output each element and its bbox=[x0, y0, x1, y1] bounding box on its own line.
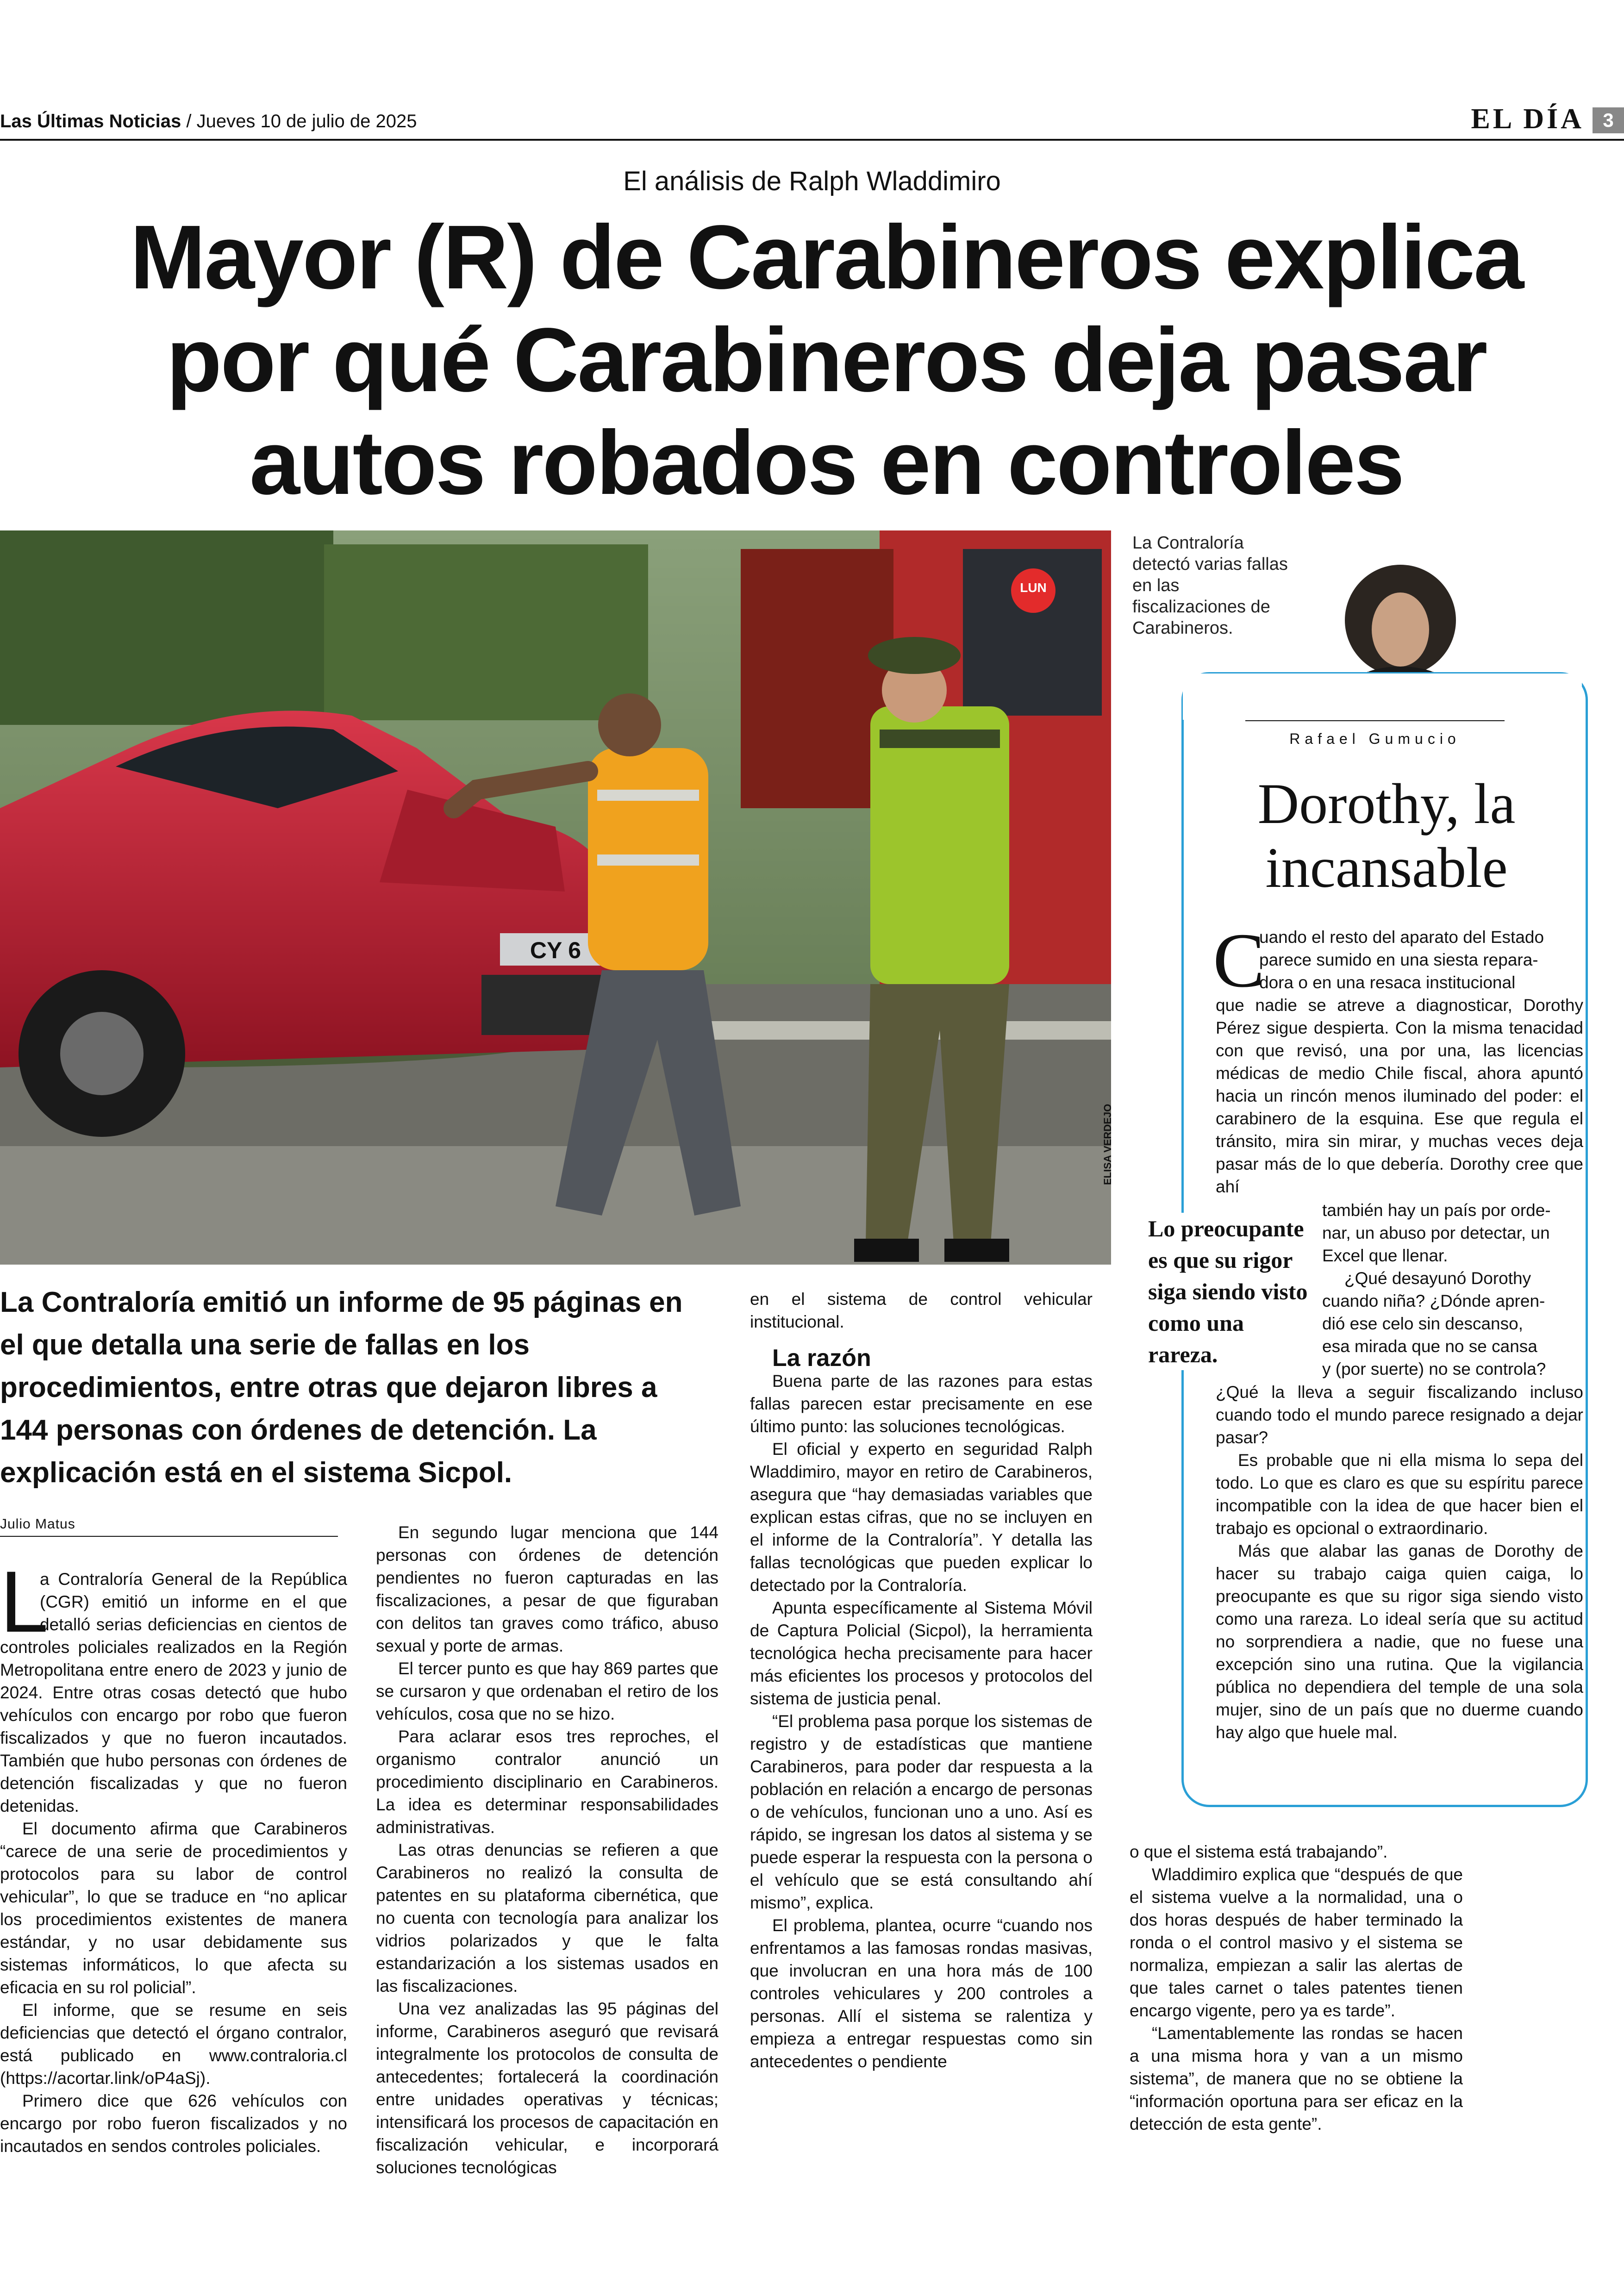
subhead: La razón bbox=[772, 1345, 871, 1372]
article-paragraph: en el sistema de control vehicular institucional. bbox=[750, 1290, 1093, 1331]
column-author: Rafael Gumucio bbox=[1289, 730, 1461, 747]
column-line: dió ese celo sin descanso, bbox=[1322, 1314, 1523, 1333]
article-paragraph: “Lamentablemente las rondas se hacen a una misma hora y van a un mismo sistema”, de manera que no se obtiene la “información oportuna para ser eficaz en la detección de esta gente”. bbox=[1130, 2024, 1463, 2133]
article-paragraph: El problema, plantea, ocurre “cuando nos enfrentamos a las famosas rondas masivas, que involucran en una hora más de 100 controles vehiculares y 200 controles a personas. Allí el sistema se ralentiza y empieza a entregar respuestas como sin antecedentes o pendiente bbox=[750, 1916, 1093, 2071]
article-paragraph: Una vez analizadas las 95 páginas del informe, Carabineros aseguró que revisará integralmente los protocolos de consulta de antecedentes; fortalecerá la coordinación entre unidades operativas y técnicas; intensificará los procesos de capacitación en fiscalización vehicular, e incorporará soluciones tecnológicas bbox=[376, 1999, 718, 2177]
column-lead-lines bbox=[1259, 926, 1583, 994]
article-paragraph: Las otras denuncias se refieren a que Carabineros no realizó la consulta de patentes en su plataforma cibernética, que no cuenta con tecnología para analizar los vidrios polarizados y que le falta estandarización a los sistemas usados en las fiscalizaciones. bbox=[376, 1840, 718, 1996]
column-line: cuando niña? ¿Dónde apren- bbox=[1322, 1291, 1545, 1310]
article-column-1 bbox=[0, 1568, 347, 2158]
article-paragraph: a Contraloría General de la República (CGR) emitió un informe en el que detalló serias deficiencias en cientos de controles policiales realizados en la Región Metropolitana entre enero de 2023 y junio de 2024. Entre otras cosas detectó que hubo vehículos con encargo por robo que fueron fiscalizados y que no fueron incautados. También que hubo personas con órdenes de detención fiscalizadas y que no fueron detenidas. bbox=[0, 1570, 347, 1815]
photo-caption: La Contraloría detectó varias fallas en las fiscalizaciones de Carabineros. bbox=[1132, 533, 1288, 638]
article-paragraph: o que el sistema está trabajando”. bbox=[1130, 1842, 1388, 1861]
news-photo bbox=[0, 530, 1111, 1265]
article-paragraph: Wladdimiro explica que “después de que el sistema vuelve a la normalidad, una o dos horas después de haber terminado la ronda o el control masivo y el sistema se normaliza, empiezan a salir las alertas de que tales carnet o tales patentes tienen encargo vigente, pero ya es tarde”. bbox=[1130, 1865, 1463, 2020]
column-paragraph bbox=[1216, 994, 1583, 1198]
column-wrapped-lines bbox=[1322, 1199, 1583, 1380]
column-line: uando el resto del aparato del Estado bbox=[1259, 928, 1544, 947]
column-line: y (por suerte) no se controla? bbox=[1322, 1360, 1546, 1378]
column-line: ¿Qué desayunó Dorothy bbox=[1344, 1269, 1531, 1288]
column-line: Excel que llenar. bbox=[1322, 1246, 1448, 1265]
photo-credit: ELISA VERDEJO bbox=[1102, 1104, 1113, 1185]
issue-date: / Jueves 10 de julio de 2025 bbox=[181, 111, 417, 131]
lun-badge: LUN bbox=[1020, 580, 1047, 595]
column-line: también hay un país por orde- bbox=[1322, 1201, 1551, 1220]
byline: Julio Matus bbox=[0, 1516, 75, 1532]
newspaper-name: Las Últimas Noticias bbox=[0, 111, 181, 131]
article-paragraph: Primero dice que 626 vehículos con encargo por robo fueron fiscalizados y no incautados en sendos controles policiales. bbox=[0, 2091, 347, 2156]
byline-rule bbox=[0, 1536, 338, 1537]
article-column-4 bbox=[1130, 1840, 1463, 2135]
column-line: dora o en una resaca institucional bbox=[1259, 973, 1516, 992]
column-title: Dorothy, la incansable bbox=[1257, 772, 1516, 899]
masthead-line bbox=[0, 111, 417, 132]
article-paragraph: El oficial y experto en seguridad Ralph Wladdimiro, mayor en retiro de Carabineros, asegura que “hay demasiadas variables que explican estas cifras, que no se incluyen en el informe de la Contraloría”. Y detalla las fallas tecnológicas que pueden explicar lo detectado por la Contraloría. bbox=[750, 1440, 1093, 1595]
license-plate: CY 6 bbox=[530, 937, 581, 963]
column-line: nar, un abuso por detectar, un bbox=[1322, 1223, 1550, 1242]
kicker: El análisis de Ralph Wladdimiro bbox=[623, 166, 1001, 196]
column-paragraph-text: Es probable que ni ella misma lo sepa del todo. Lo que es claro es que su espíritu parece incompatible con la idea de que hacer bien el trabajo es opcional o extraordinario. bbox=[1216, 1451, 1583, 1538]
column-line: parece sumido en una siesta repara- bbox=[1259, 950, 1538, 969]
column-paragraph-text: ¿Qué la lleva a seguir fiscalizando incluso cuando todo el mundo parece resignado a dejar pasar? bbox=[1216, 1383, 1583, 1447]
article-paragraph: Apunta específicamente al Sistema Móvil de Captura Policial (Sicpol), la herramienta tecnológica hecha precisamente para hacer más eficientes los procesos y protocolos del sistema de justicia penal. bbox=[750, 1598, 1093, 1708]
article-deck: La Contraloría emitió un informe de 95 páginas en el que detalla una serie de fallas en los procedimientos, entre otras que dejaron libres a 144 personas con órdenes de detención. La explicación está en el sistema Sicpol. bbox=[0, 1286, 683, 1489]
column-paragraph-text: que nadie se atreve a diagnosticar, Dorothy Pérez sigue despierta. Con la misma tenacidad con que revisó, una por una, las licencias médicas de medio Chile fiscal, ahora apuntó hacia un rincón menos iluminado del poder: el carabinero de la esquina. Ese que regula el tránsito, mira sin mirar, y muchas veces deja pasar más de lo que debería. Dorothy cree que ahí bbox=[1216, 996, 1583, 1196]
article-column-2 bbox=[376, 1521, 718, 2179]
column-line: esa mirada que no se cansa bbox=[1322, 1337, 1537, 1356]
article-paragraph: Buena parte de las razones para estas fallas parecen estar precisamente en ese último punto: las soluciones tecnológicas. bbox=[750, 1372, 1093, 1436]
column-paragraph-text: Más que alabar las ganas de Dorothy de hacer su trabajo caiga quien caiga, lo preocupante es que su rigor siga siendo visto como una rareza. Lo ideal sería que su actitud no sorprendiera a nadie, que no fuese una excepción sino una rutina. Que la vigilancia pública no dependiera del temple de una sola mujer, sino de un país que no duerme cuando hay algo que huele mal. bbox=[1216, 1541, 1583, 1742]
article-paragraph: El informe, que se resume en seis deficiencias que detectó el órgano contralor, está publicado en www.contraloria.cl (https://acortar.link/oP4aSj). bbox=[0, 2001, 347, 2088]
section-name: EL DÍA bbox=[1471, 103, 1584, 135]
headline: Mayor (R) de Carabineros explica por qué Carabineros deja pasar autos robados en controles bbox=[130, 206, 1523, 513]
drop-cap: L bbox=[0, 1553, 49, 1650]
header-rule bbox=[0, 139, 1624, 141]
drop-cap: C bbox=[1213, 917, 1265, 1004]
article-paragraph: Para aclarar esos tres reproches, el organismo contralor anunció un procedimiento disciplinario en Carabineros. La idea es determinar responsabilidades administrativas. bbox=[376, 1727, 718, 1837]
article-paragraph: “El problema pasa porque los sistemas de registro y de estadísticas que mantiene Carabineros, para poder dar respuesta a la población en relación a encargo de personas o de vehículos, funcionan uno a uno. Así es rápido, se ingresan los datos al sistema y se puede esperar la respuesta con la persona o el vehículo que se está consultando ahí mismo”, explica. bbox=[750, 1712, 1093, 1912]
pull-quote: Lo preocupante es que su rigor siga siendo visto como una rareza. bbox=[1148, 1213, 1310, 1370]
page-number: 3 bbox=[1593, 107, 1624, 133]
article-paragraph: El documento afirma que Carabineros “carece de una serie de procedimientos y protocolos para su labor de control vehicular”, lo que se traduce en “no aplicar los procedimientos existentes de manera estándar, y no usar debidamente sus sistemas informáticos, lo que afecta su eficacia en su rol policial”. bbox=[0, 1819, 347, 1997]
article-column-3 bbox=[750, 1288, 1093, 2073]
column-body bbox=[1216, 1381, 1583, 1744]
photo-illustration bbox=[0, 530, 1111, 1265]
article-paragraph: En segundo lugar menciona que 144 personas con órdenes de detención pendientes no fueron capturadas en las fiscalizaciones, a pesar de que figuraban con delitos tan graves como tráfico, abuso sexual y porte de armas. bbox=[376, 1523, 718, 1655]
author-rule bbox=[1245, 720, 1505, 721]
article-paragraph: El tercer punto es que hay 869 partes que se cursaron y que ordenaban el retiro de los vehículos, cosa que no se hizo. bbox=[376, 1659, 718, 1723]
